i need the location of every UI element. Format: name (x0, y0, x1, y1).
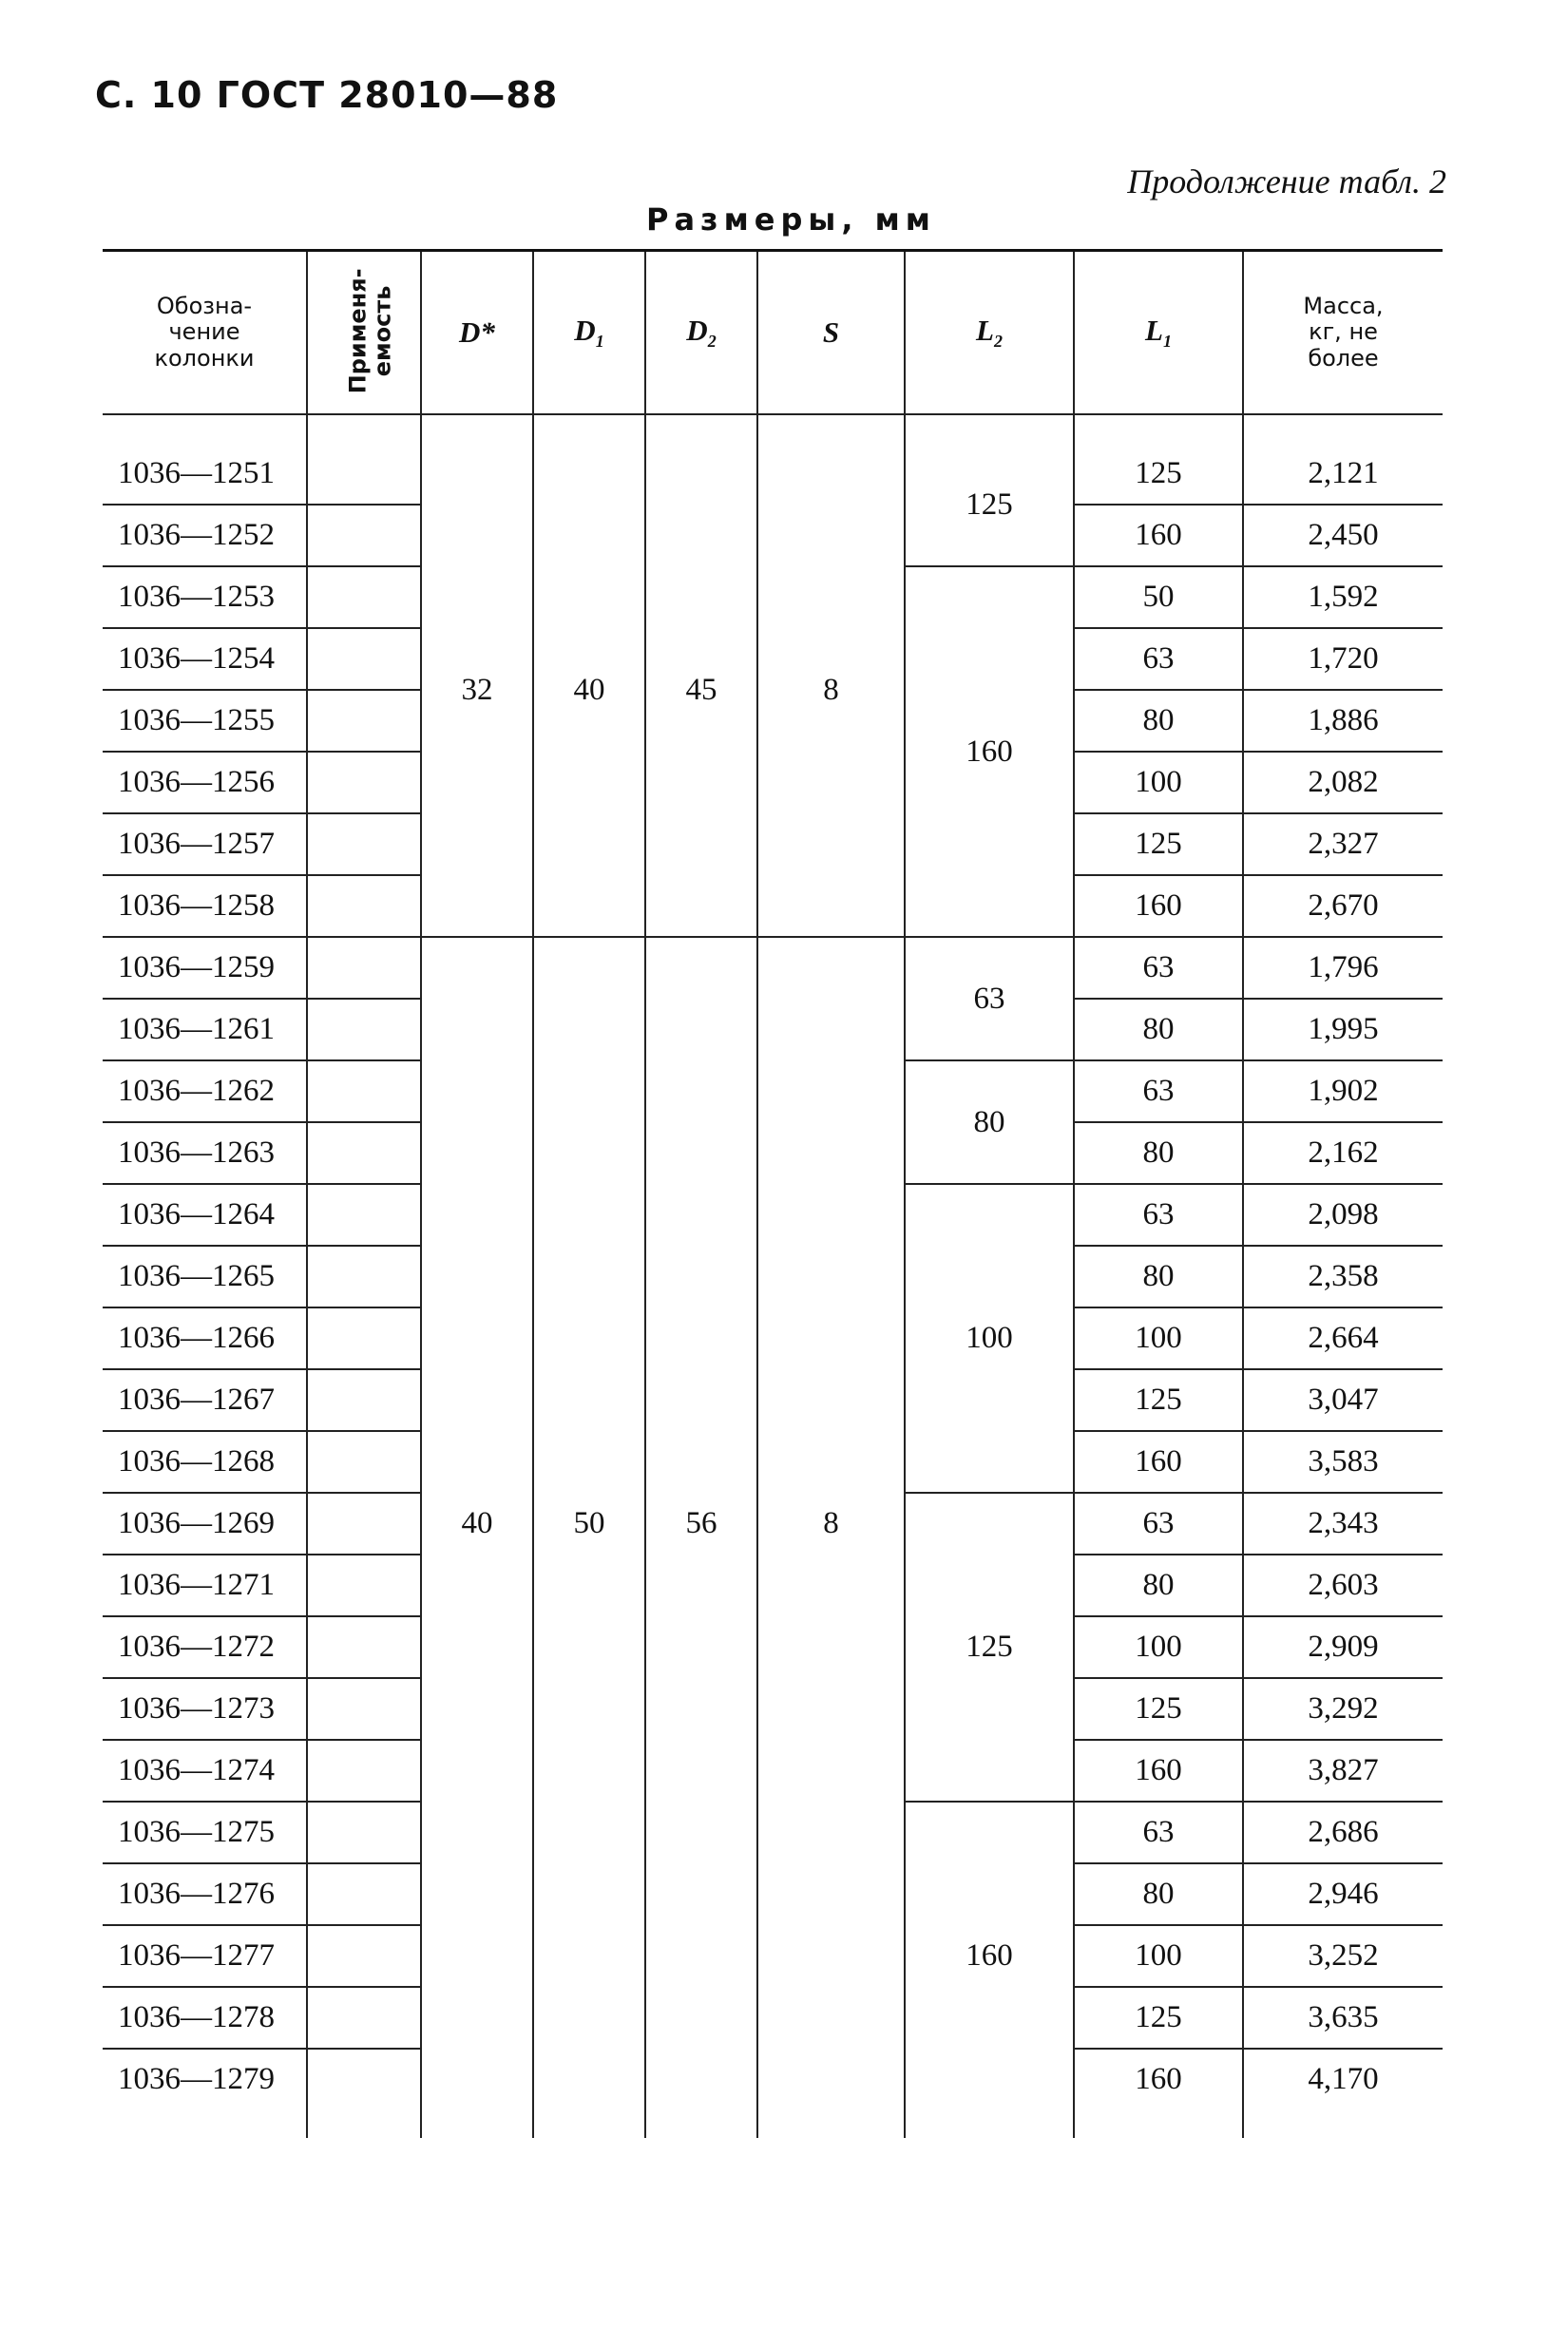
mass-value: 2,450 (1243, 505, 1443, 566)
s-value: 8 (757, 444, 905, 937)
table-row (103, 937, 1443, 999)
mass-value: 2,358 (1243, 1246, 1443, 1307)
designation-cell: 1036—1274 (103, 1740, 307, 1802)
header-applicability (307, 251, 421, 415)
l2-value: 160 (905, 566, 1074, 937)
applicability-cell (307, 628, 421, 690)
header-d1 (533, 251, 645, 415)
mass-value: 3,252 (1243, 1925, 1443, 1987)
applicability-cell (307, 1122, 421, 1184)
header-designation: Обозна- чение колонки (103, 251, 307, 415)
applicability-cell (307, 1987, 421, 2049)
dimensions-table (103, 249, 1443, 2138)
spacer-cell (905, 2109, 1074, 2138)
applicability-cell (307, 1493, 421, 1555)
l2-value: 160 (905, 1802, 1074, 2109)
header-d2-letter: D (686, 313, 708, 347)
l1-value: 63 (1074, 1060, 1243, 1122)
spacer-cell (905, 414, 1074, 444)
mass-value: 2,603 (1243, 1555, 1443, 1616)
l1-value: 160 (1074, 505, 1243, 566)
mass-value: 4,170 (1243, 2049, 1443, 2109)
applicability-cell (307, 752, 421, 813)
l1-value: 125 (1074, 813, 1243, 875)
applicability-cell (307, 505, 421, 566)
l1-value: 160 (1074, 2049, 1243, 2109)
designation-cell: 1036—1278 (103, 1987, 307, 2049)
d-value: 32 (421, 444, 533, 937)
designation-cell: 1036—1257 (103, 813, 307, 875)
spacer-row (103, 414, 1443, 444)
mass-value: 2,343 (1243, 1493, 1443, 1555)
l1-value: 125 (1074, 1678, 1243, 1740)
spacer-cell (1074, 414, 1243, 444)
page-header: С. 10 ГОСТ 28010—88 (95, 74, 559, 116)
l1-value: 63 (1074, 937, 1243, 999)
applicability-cell (307, 1060, 421, 1122)
header-d: D* (421, 251, 533, 415)
spacer-cell (533, 414, 645, 444)
applicability-cell (307, 444, 421, 505)
spacer-cell (103, 414, 307, 444)
header-l2 (905, 251, 1074, 415)
designation-cell: 1036—1266 (103, 1307, 307, 1369)
header-l2-subscript: 2 (993, 332, 1003, 352)
mass-value: 2,946 (1243, 1863, 1443, 1925)
applicability-cell (307, 1802, 421, 1863)
applicability-cell (307, 875, 421, 937)
applicability-cell (307, 1431, 421, 1493)
designation-cell: 1036—1272 (103, 1616, 307, 1678)
applicability-cell (307, 1616, 421, 1678)
designation-cell: 1036—1253 (103, 566, 307, 628)
designation-cell: 1036—1254 (103, 628, 307, 690)
l1-value: 63 (1074, 1802, 1243, 1863)
spacer-cell (757, 414, 905, 444)
designation-cell: 1036—1267 (103, 1369, 307, 1431)
designation-cell: 1036—1264 (103, 1184, 307, 1246)
mass-value: 1,995 (1243, 999, 1443, 1060)
applicability-cell (307, 1925, 421, 1987)
header-l1 (1074, 251, 1243, 415)
designation-cell: 1036—1279 (118, 2062, 275, 2096)
mass-value: 2,909 (1243, 1616, 1443, 1678)
designation-cell: 1036—1269 (103, 1493, 307, 1555)
designation-cell: 1036—1265 (103, 1246, 307, 1307)
mass-value: 1,902 (1243, 1060, 1443, 1122)
spacer-cell (421, 2109, 533, 2138)
applicability-cell (307, 1369, 421, 1431)
l1-value: 80 (1074, 1863, 1243, 1925)
mass-value: 1,592 (1243, 566, 1443, 628)
applicability-cell (307, 1555, 421, 1616)
l2-value: 100 (905, 1184, 1074, 1493)
mass-value: 2,121 (1243, 444, 1443, 505)
l1-value: 80 (1074, 999, 1243, 1060)
designation-cell: 1036—1252 (103, 505, 307, 566)
applicability-cell (307, 999, 421, 1060)
l1-value: 125 (1074, 1369, 1243, 1431)
mass-value: 3,292 (1243, 1678, 1443, 1740)
designation-cell: 1036—1258 (103, 875, 307, 937)
header-row (103, 251, 1443, 415)
designation-cell: 1036—1268 (103, 1431, 307, 1493)
mass-value: 2,670 (1243, 875, 1443, 937)
l1-value: 100 (1074, 1307, 1243, 1369)
designation-cell: 1036—1277 (103, 1925, 307, 1987)
l1-value: 125 (1074, 444, 1243, 505)
designation-cell: 1036—1261 (103, 999, 307, 1060)
spacer-cell (307, 414, 421, 444)
header-d2-subscript: 2 (707, 332, 717, 352)
applicability-cell (307, 1863, 421, 1925)
header-s: S (757, 251, 905, 415)
dimensions-caption: Размеры, мм (646, 201, 936, 238)
l1-value: 63 (1074, 1184, 1243, 1246)
mass-value: 3,047 (1243, 1369, 1443, 1431)
l1-value: 100 (1074, 752, 1243, 813)
designation-cell: 1036—1259 (103, 937, 307, 999)
designation-cell: 1036—1262 (103, 1060, 307, 1122)
spacer-cell (1243, 2109, 1443, 2138)
applicability-cell (307, 690, 421, 752)
designation-cell: 1036—1275 (103, 1802, 307, 1863)
applicability-cell (307, 2049, 421, 2109)
designation-cell: 1036—1256 (103, 752, 307, 813)
applicability-cell (307, 937, 421, 999)
l2-value: 125 (905, 1493, 1074, 1802)
header-d1-subscript: 1 (595, 332, 604, 352)
l1-value: 125 (1074, 1987, 1243, 2049)
d-value: 40 (421, 937, 533, 2109)
mass-value: 3,583 (1243, 1431, 1443, 1493)
spacer-cell (1243, 414, 1443, 444)
header-l2-letter: L (976, 313, 994, 347)
continuation-label: Продолжение табл. 2 (1127, 162, 1446, 200)
l1-value: 100 (1074, 1925, 1243, 1987)
l2-value: 125 (905, 444, 1074, 566)
mass-value: 2,686 (1243, 1802, 1443, 1863)
spacer-row (103, 2109, 1443, 2138)
l1-value: 80 (1074, 1555, 1243, 1616)
s-value: 8 (757, 937, 905, 2109)
l1-value: 160 (1074, 875, 1243, 937)
applicability-cell (307, 566, 421, 628)
applicability-cell (307, 1307, 421, 1369)
designation-cell: 1036—1276 (103, 1863, 307, 1925)
applicability-cell (307, 1678, 421, 1740)
mass-value: 1,796 (1243, 937, 1443, 999)
mass-value: 2,098 (1243, 1184, 1443, 1246)
designation-cell: 1036—1271 (103, 1555, 307, 1616)
applicability-cell (307, 813, 421, 875)
l2-value: 80 (905, 1060, 1074, 1184)
l2-value: 63 (905, 937, 1074, 1060)
designation-cell: 1036—1263 (103, 1122, 307, 1184)
header-d1-letter: D (574, 313, 596, 347)
l1-value: 80 (1074, 690, 1243, 752)
spacer-cell (533, 2109, 645, 2138)
applicability-cell (307, 1740, 421, 1802)
header-l1-subscript: 1 (1162, 332, 1172, 352)
mass-value: 2,162 (1243, 1122, 1443, 1184)
d1-value: 40 (533, 444, 645, 937)
spacer-cell (645, 2109, 757, 2138)
table-row (103, 444, 1443, 505)
spacer-cell (103, 2109, 307, 2138)
applicability-cell (307, 1246, 421, 1307)
spacer-cell (1074, 2109, 1243, 2138)
designation-cell: 1036—1255 (103, 690, 307, 752)
l1-value: 63 (1074, 1493, 1243, 1555)
mass-value: 2,082 (1243, 752, 1443, 813)
mass-value: 2,327 (1243, 813, 1443, 875)
l1-value: 80 (1074, 1122, 1243, 1184)
header-l1-letter: L (1145, 313, 1163, 347)
spacer-cell (421, 414, 533, 444)
mass-value: 1,720 (1243, 628, 1443, 690)
applicability-cell (307, 1184, 421, 1246)
mass-value: 2,664 (1243, 1307, 1443, 1369)
spacer-cell (757, 2109, 905, 2138)
l1-value: 50 (1074, 566, 1243, 628)
d2-value: 56 (645, 937, 757, 2109)
designation-cell: 1036—1251 (103, 444, 307, 505)
designation-cell: 1036—1273 (103, 1678, 307, 1740)
header-applicability-label: Применя- емость (344, 268, 396, 394)
d2-value: 45 (645, 444, 757, 937)
mass-value: 3,635 (1243, 1987, 1443, 2049)
d1-value: 50 (533, 937, 645, 2109)
l1-value: 63 (1074, 628, 1243, 690)
l1-value: 160 (1074, 1431, 1243, 1493)
mass-value: 3,827 (1243, 1740, 1443, 1802)
l1-value: 100 (1074, 1616, 1243, 1678)
header-d2 (645, 251, 757, 415)
spacer-cell (645, 414, 757, 444)
spacer-cell (307, 2109, 421, 2138)
mass-value: 1,886 (1243, 690, 1443, 752)
l1-value: 160 (1074, 1740, 1243, 1802)
header-mass: Масса, кг, не более (1243, 251, 1443, 415)
l1-value: 80 (1074, 1246, 1243, 1307)
